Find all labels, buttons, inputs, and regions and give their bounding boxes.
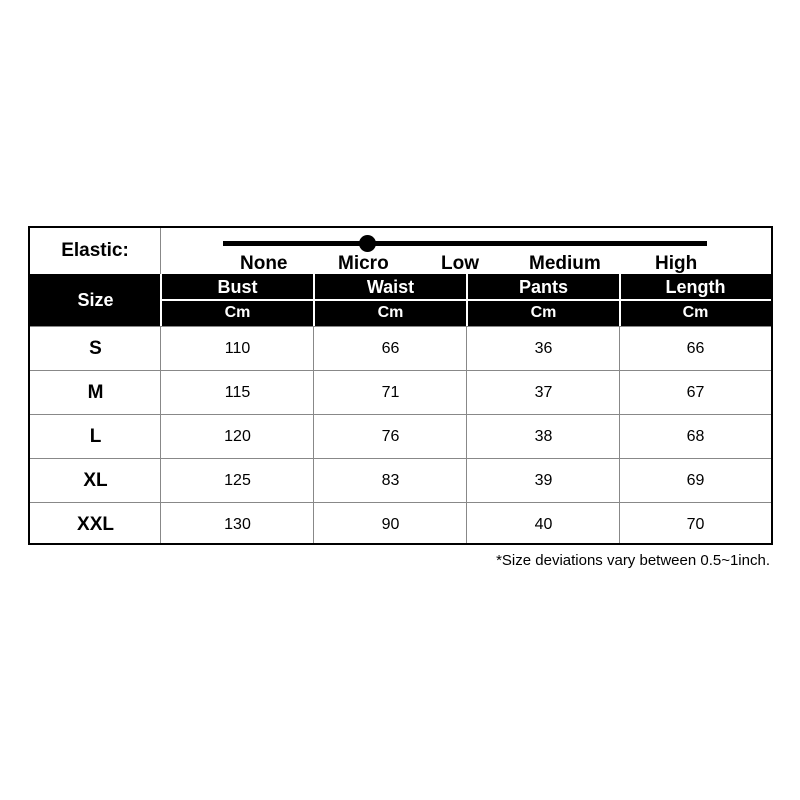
header-divider <box>161 299 771 301</box>
waist-cell: 76 <box>381 428 400 445</box>
unit-length: Cm <box>682 304 709 321</box>
column-header-pants: Pants <box>518 276 569 297</box>
bust-cell: 115 <box>224 384 251 401</box>
pants-cell: 39 <box>534 472 553 489</box>
column-divider <box>313 326 314 543</box>
size-cell: XL <box>83 470 108 491</box>
unit-waist: Cm <box>377 304 404 321</box>
column-divider <box>160 326 161 543</box>
elastic-option-micro: Micro <box>338 253 389 274</box>
size-cell: XXL <box>77 514 114 535</box>
pants-cell: 38 <box>534 428 553 445</box>
column-divider <box>466 326 467 543</box>
bust-cell: 130 <box>224 516 251 533</box>
pants-cell: 37 <box>534 384 553 401</box>
table-header <box>30 274 771 326</box>
table-row <box>30 370 771 415</box>
elastic-selected-marker <box>359 235 376 252</box>
column-header-waist: Waist <box>366 276 415 297</box>
bust-cell: 120 <box>224 428 251 445</box>
waist-cell: 66 <box>381 340 400 357</box>
pants-cell: 40 <box>534 516 553 533</box>
waist-cell: 71 <box>381 384 400 401</box>
table-row <box>30 458 771 503</box>
elastic-option-high: High <box>655 253 698 274</box>
elastic-scale <box>161 228 771 274</box>
column-divider <box>619 326 620 543</box>
table-row <box>30 414 771 459</box>
size-cell: M <box>87 382 104 403</box>
size-footnote: *Size deviations vary between 0.5~1inch. <box>496 552 770 569</box>
size-chart <box>28 226 773 545</box>
column-header-length: Length <box>665 276 726 297</box>
column-header-bust: Bust <box>217 276 258 297</box>
elastic-label: Elastic: <box>30 228 161 274</box>
size-cell: L <box>89 426 102 447</box>
bust-cell: 125 <box>224 472 251 489</box>
size-cell: S <box>89 338 102 359</box>
elastic-scale-bar <box>223 241 707 246</box>
length-cell: 69 <box>686 472 705 489</box>
elastic-option-medium: Medium <box>529 253 601 274</box>
unit-bust: Cm <box>224 304 251 321</box>
table-row <box>30 326 771 371</box>
unit-pants: Cm <box>530 304 557 321</box>
length-cell: 68 <box>686 428 705 445</box>
waist-cell: 83 <box>381 472 400 489</box>
elastic-option-low: Low <box>441 253 479 274</box>
waist-cell: 90 <box>381 516 400 533</box>
length-cell: 66 <box>686 340 705 357</box>
bust-cell: 110 <box>224 340 251 357</box>
length-cell: 67 <box>686 384 705 401</box>
length-cell: 70 <box>686 516 705 533</box>
size-header: Size <box>77 289 114 310</box>
elastic-option-none: None <box>240 253 288 274</box>
table-row <box>30 502 771 547</box>
pants-cell: 36 <box>534 340 553 357</box>
